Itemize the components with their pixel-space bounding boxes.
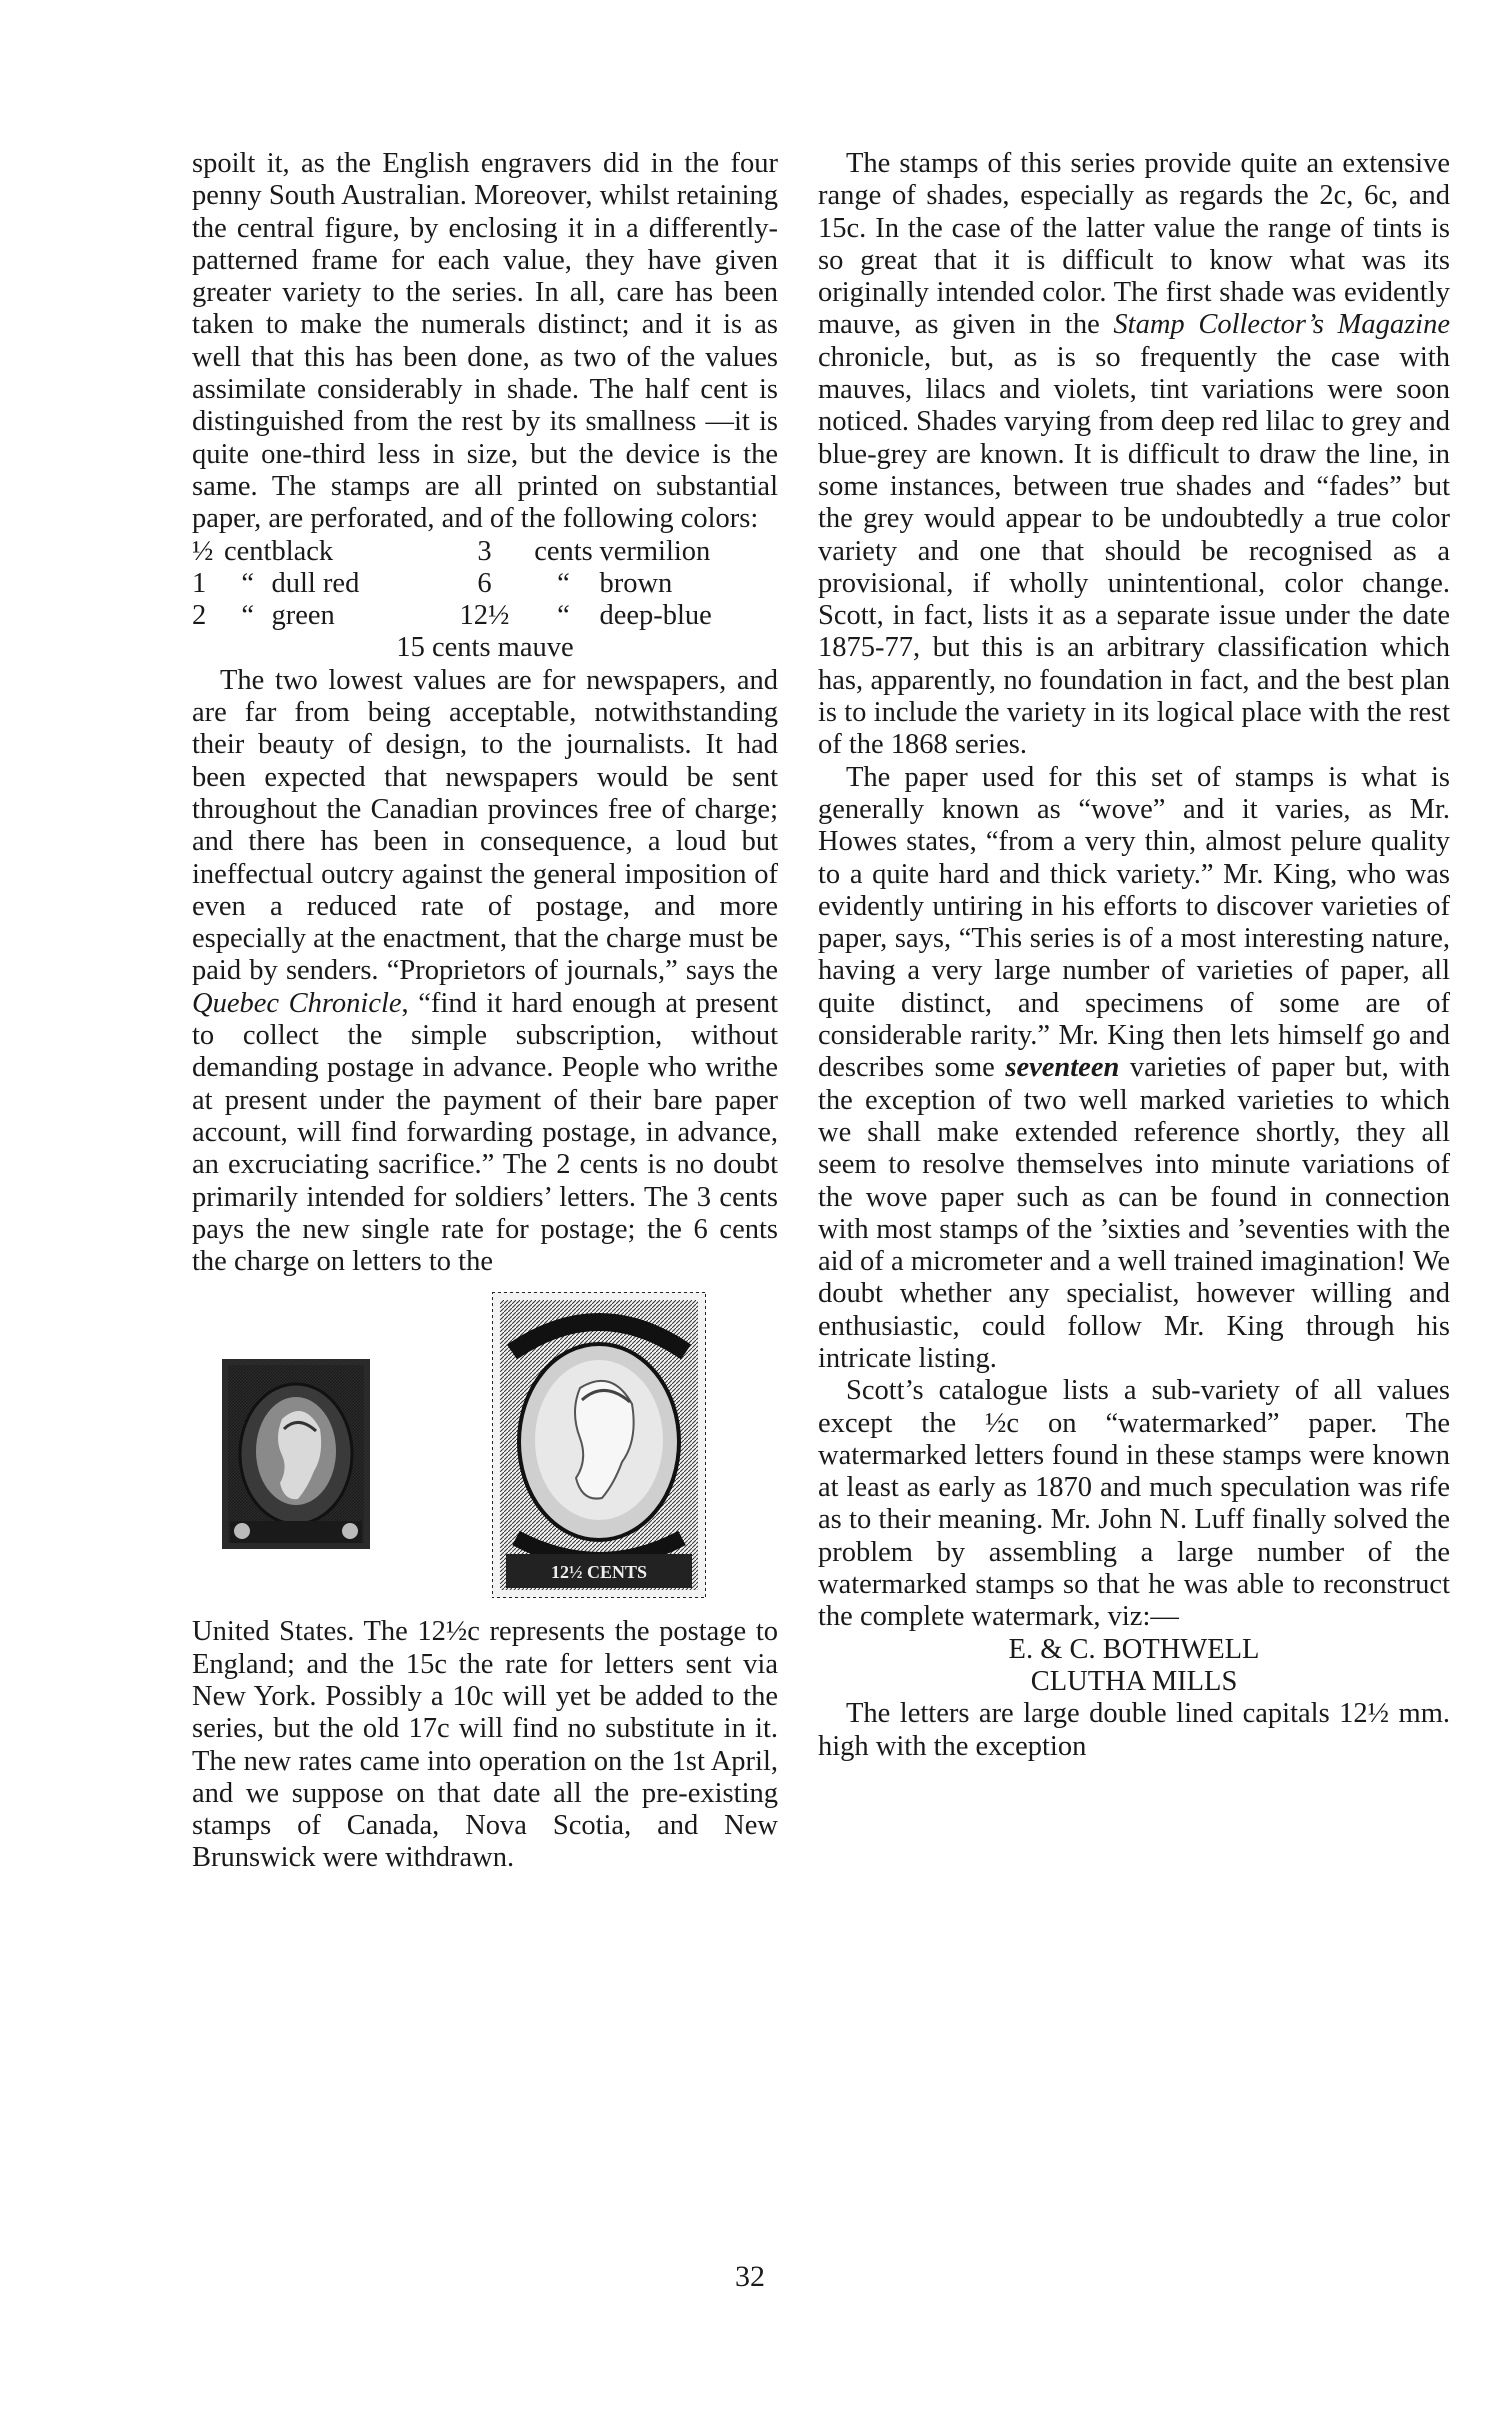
stamp-value-label: 12½ CENTS	[550, 1562, 648, 1583]
right-paragraph-4: The letters are large double lined capitals 12½ mm. high with the exception	[818, 1698, 1450, 1762]
emphasis: seventeen	[1005, 1052, 1120, 1084]
page-number: 32	[735, 2260, 765, 2293]
left-column	[192, 148, 778, 1875]
watermark-line-2: CLUTHA MILLS	[1030, 1665, 1238, 1697]
colors-row	[192, 632, 778, 664]
table-cell: “	[241, 567, 255, 599]
table-cell: “	[241, 600, 255, 632]
table-cell: 2	[192, 600, 207, 632]
table-cell: 15 cents mauve	[396, 632, 574, 664]
text-run: The two lowest values are for newspapers, and are far from being acceptable, notwithstanding their beauty of design, to the journalists. It had been expected that newspapers would be sent throughout the Canadian provinces free of charge; and there has been in consequence, a loud but ineffectual outcry against the general imposition of even a reduced rate of postage, and more especially at the enactment, that the charge must be paid by senders. “Proprietors of journals,” says the	[192, 664, 778, 987]
table-cell: brown	[599, 567, 673, 599]
text-run: The paper used for this set of stamps is what is generally known as “wove” and it varies, as Mr. Howes states, “from a very thin, almost pelure quality to a quite hard and thick variety.” Mr. King, who was evidently untiring in his efforts to discover varieties of paper, says, “This series is of a most interesting nature, having a very large number of varieties of paper, all quite distinct, and specimens of some are of considerable rarity.” Mr. King then lets himself go and describes some	[818, 761, 1450, 1084]
text-run: varieties of paper but, with the exception of two well marked varieties to which we shall make extended reference shortly, they all seem to resolve themselves into minute variations of the wove paper such as can be found in connection with most stamps of the ’sixties and ’seventies with the aid of a micrometer and a well trained imagination! We doubt whether any specialist, however willing and enthusiastic, could follow Mr. King through his intricate listing.	[818, 1052, 1450, 1374]
stamp-illustrations	[192, 1284, 778, 1606]
publication-title: Stamp Collector’s Magazine	[1113, 309, 1450, 341]
table-cell: 6	[477, 567, 492, 599]
table-cell: green	[271, 600, 335, 632]
colors-row	[192, 600, 778, 632]
left-paragraph-2	[192, 665, 778, 1279]
table-cell: “	[557, 567, 570, 599]
table-cell: dull red	[271, 567, 360, 599]
table-cell: cent	[224, 535, 272, 567]
colors-row	[192, 536, 778, 568]
right-paragraph-3: Scott’s catalogue lists a sub-variety of all values except the ½c on “watermarked” paper. The watermarked letters found in these stamps were known at least as early as 1870 and much speculation was rife as to their meaning. Mr. John N. Luff finally solved the problem by assembling a large number of the watermarked stamps so that he was able to reconstruct the complete watermark, viz:—	[818, 1375, 1450, 1633]
twelve-and-half-cent-stamp-image	[492, 1292, 706, 1598]
right-paragraph-1	[818, 148, 1450, 762]
stamp-colors-table	[192, 536, 778, 665]
half-cent-stamp-image	[222, 1359, 370, 1549]
table-cell: ½	[192, 535, 214, 567]
publication-title: Quebec Chronicle	[192, 987, 402, 1019]
table-cell: deep-blue	[599, 600, 712, 632]
text-run: , “find it hard enough at present to collect the simple subscription, without demanding postage in advance. People who writhe at present under the payment of their bare paper account, will find forwarding postage, in advance, an excruciating sacrifice.” The 2 cents is no doubt primarily intended for soldiers’ letters. The 3 cents pays the new single rate for postage; the 6 cents the charge on letters to the	[192, 987, 778, 1278]
right-column	[818, 148, 1450, 1763]
table-cell: cents	[534, 535, 593, 567]
table-cell: “	[557, 600, 570, 632]
right-paragraph-2	[818, 762, 1450, 1376]
text-run: chronicle, but, as is so frequently the case with mauves, lilacs and violets, tint variations were soon noticed. Shades varying from deep red lilac to grey and blue-grey are known. It is difficult to draw the line, in some instances, between true shades and “fades” but the grey would appear to be undoubtedly a true color variety and one that should be recognised as a provisional, if wholly unintentional, color change. Scott, in fact, lists it as a separate issue under the date 1875-77, but this is an arbitrary classification which has, apparently, no foundation in fact, and the best plan is to include the variety in its logical place with the rest of the 1868 series.	[818, 341, 1450, 761]
left-paragraph-3: United States. The 12½c represents the postage to England; and the 15c the rate for letters sent via New York. Possibly a 10c will yet be added to the series, but the old 17c will find no substitute in it. The new rates came into operation on the 1st April, and we suppose on that date all the pre-existing stamps of Canada, Nova Scotia, and New Brunswick were withdrawn.	[192, 1616, 778, 1874]
table-cell: vermilion	[599, 535, 711, 567]
table-cell: 12½	[459, 600, 510, 632]
table-cell: 1	[192, 567, 207, 599]
watermark-line-1: E. & C. BOTHWELL	[1008, 1633, 1260, 1665]
colors-row	[192, 568, 778, 600]
table-cell: black	[271, 535, 334, 567]
left-paragraph-1: spoilt it, as the English engravers did in the four penny South Australian. Moreover, whilst retaining the central figure, by enclosing it in a differently-patterned frame for each value, they have given greater variety to the series. In all, care has been taken to make the numerals distinct; and it is as well that this has been done, as two of the values assimilate considerably in shade. The half cent is distinguished from the rest by its smallness —it is quite one-third less in size, but the device is the same. The stamps are all printed on substantial paper, are perforated, and of the following colors:	[192, 148, 778, 535]
text-run: The stamps of this series provide quite an extensive range of shades, especially as regards the 2c, 6c, and 15c. In the case of the latter value the range of tints is so great that it is difficult to know what was its originally intended color. The first shade was evidently mauve, as given in the	[818, 148, 1450, 341]
table-cell: 3	[477, 535, 492, 567]
